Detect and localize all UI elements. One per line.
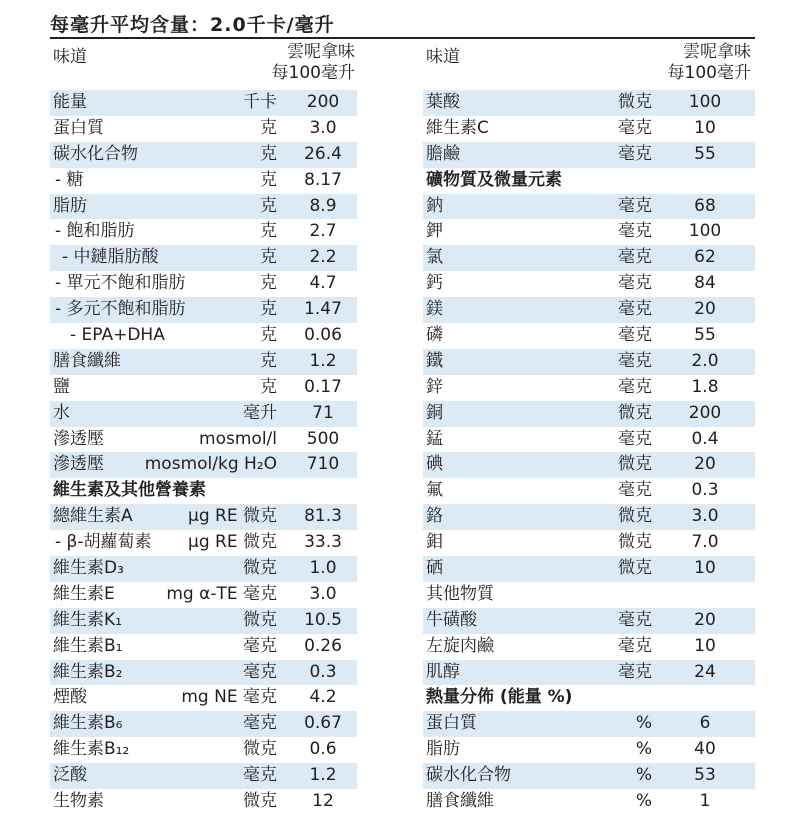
table-row [423, 349, 755, 375]
table-row [423, 478, 755, 504]
nutrient-unit: 克 [260, 221, 277, 242]
nutrient-value: 12 [312, 791, 334, 812]
table-row [50, 245, 357, 271]
nutrient-value: 1 [699, 791, 711, 812]
nutrient-name: 鉬 [426, 532, 443, 553]
nutrient-name: 鋅 [426, 376, 443, 397]
nutrient-unit: 毫克 [618, 480, 652, 501]
nutrient-unit: 克 [260, 143, 277, 164]
nutrient-unit: 毫克 [243, 661, 277, 682]
nutrient-unit: 克 [260, 247, 277, 268]
table-row [50, 219, 357, 245]
nutrient-value: 71 [312, 402, 334, 423]
nutrient-value: 1.2 [309, 350, 337, 371]
nutrient-value: 55 [694, 325, 716, 346]
nutrient-value: 55 [694, 143, 716, 164]
table-row [423, 116, 755, 142]
nutrient-unit: 微克 [618, 558, 652, 579]
nutrient-value: 0.3 [309, 661, 337, 682]
nutrient-value: 710 [306, 454, 340, 475]
table-row [50, 168, 357, 194]
nutrient-name: 碳水化合物 [426, 765, 511, 786]
nutrient-unit: 毫克 [618, 247, 652, 268]
section-heading [50, 478, 357, 504]
nutrient-name: 葉酸 [426, 92, 460, 112]
nutrient-name: 膳食纖維 [426, 791, 494, 812]
header-per-100ml: 每100毫升 [271, 63, 355, 83]
nutrient-name: 能量 [53, 92, 87, 112]
nutrient-unit: 毫克 [618, 117, 652, 138]
nutrient-name: 鎂 [426, 299, 443, 320]
nutrient-value: 0.06 [304, 325, 342, 346]
nutrient-value: 1.0 [309, 558, 337, 579]
nutrient-unit: % [635, 791, 652, 812]
nutrient-name: - β-胡蘿蔔素 [55, 532, 152, 553]
nutrient-unit: % [635, 765, 652, 786]
nutrient-value: 20 [694, 454, 716, 475]
right-rows [423, 90, 755, 815]
nutrient-name: 牛磺酸 [426, 609, 477, 630]
nutrient-unit: 毫克 [618, 195, 652, 216]
table-row [423, 245, 755, 271]
nutrient-value: 53 [694, 765, 716, 786]
nutrient-value: 40 [694, 739, 716, 760]
nutrient-name: 脂肪 [53, 195, 87, 216]
nutrient-unit: 克 [260, 273, 277, 294]
nutrient-value: 3.0 [309, 583, 337, 604]
nutrient-unit: 微克 [243, 739, 277, 760]
nutrient-name: 左旋肉鹼 [426, 635, 494, 656]
nutrient-value: 81.3 [304, 506, 342, 527]
nutrient-value: 0.6 [309, 739, 337, 760]
nutrient-name: - 多元不飽和脂肪 [55, 299, 186, 320]
nutrient-value: 1.47 [304, 299, 342, 320]
nutrient-unit: 克 [260, 169, 277, 190]
nutrient-unit: 克 [260, 325, 277, 346]
table-row [423, 711, 755, 737]
nutrient-name: 熱量分佈 (能量 %) [426, 687, 573, 708]
table-row [423, 504, 755, 530]
nutrient-value: 7.0 [691, 532, 719, 553]
table-row [50, 763, 357, 789]
nutrient-unit: 毫克 [618, 635, 652, 656]
header-flavor-label: 味道 [426, 47, 460, 67]
table-row [50, 582, 357, 608]
nutrient-unit: 毫克 [618, 273, 652, 294]
nutrient-unit: 克 [260, 376, 277, 397]
nutrient-unit: 毫升 [243, 402, 277, 423]
nutrient-value: 4.7 [309, 273, 337, 294]
table-row [50, 427, 357, 453]
nutrient-unit: 毫克 [618, 221, 652, 242]
nutrient-unit: 微克 [243, 791, 277, 812]
table-row [50, 737, 357, 763]
header-rule [50, 37, 755, 39]
nutrient-value: 68 [694, 195, 716, 216]
nutrient-unit: 千卡 [243, 92, 277, 112]
nutrient-name-suffix: (能量 %) [494, 687, 573, 708]
nutrient-value: 200 [306, 92, 340, 112]
table-row [50, 194, 357, 220]
section-heading [423, 168, 755, 194]
nutrient-name: 總維生素A [53, 506, 133, 527]
table-row [423, 297, 755, 323]
table-row [50, 685, 357, 711]
nutrient-value: 10 [694, 117, 716, 138]
nutrient-value: 3.0 [691, 506, 719, 527]
table-row [423, 608, 755, 634]
table-row [423, 427, 755, 453]
nutrient-name: 維生素及其他營養素 [53, 480, 206, 501]
table-row [50, 271, 357, 297]
nutrient-name: 鐵 [426, 350, 443, 371]
nutrient-unit: 毫克 [618, 350, 652, 371]
table-row [50, 401, 357, 427]
table-row [50, 323, 357, 349]
nutrient-unit: µg RE 微克 [188, 506, 277, 527]
table-header [423, 40, 755, 90]
nutrient-name: 鹽 [53, 376, 70, 397]
nutrient-name: 鈣 [426, 273, 443, 294]
nutrient-name: - EPA+DHA [70, 325, 165, 346]
nutrient-unit: mosmol/kg H₂O [144, 454, 277, 475]
nutrient-unit: 毫克 [243, 713, 277, 734]
table-row [423, 194, 755, 220]
table-row [50, 711, 357, 737]
nutrient-value: 0.4 [691, 428, 719, 449]
table-row [50, 375, 357, 401]
table-row [423, 660, 755, 686]
table-row [50, 660, 357, 686]
nutrient-name: 銅 [426, 402, 443, 423]
table-row [423, 219, 755, 245]
nutrient-value: 500 [306, 428, 340, 449]
nutrient-unit: 微克 [243, 558, 277, 579]
table-row [423, 530, 755, 556]
nutrient-name: 膽鹼 [426, 143, 460, 164]
table-row [50, 452, 357, 478]
nutrient-value: 0.67 [304, 713, 342, 734]
nutrient-name: 鉻 [426, 506, 443, 527]
nutrient-unit: mosmol/l [199, 428, 277, 449]
table-row [423, 556, 755, 582]
nutrient-name: 磷 [426, 325, 443, 346]
header-flavor-column [272, 42, 355, 84]
nutrient-unit: 毫克 [618, 143, 652, 164]
nutrient-value: 20 [694, 609, 716, 630]
nutrient-value: 1.2 [309, 765, 337, 786]
nutrient-unit: % [635, 739, 652, 760]
table-row [423, 452, 755, 478]
nutrient-value: 10.5 [304, 609, 342, 630]
nutrient-name: - 中鏈脂肪酸 [62, 247, 159, 268]
nutrient-unit: 克 [260, 195, 277, 216]
table-row [423, 142, 755, 168]
nutrient-value: 6 [699, 713, 711, 734]
nutrient-value: 8.17 [304, 169, 342, 190]
table-row [423, 763, 755, 789]
nutrient-unit: 微克 [618, 402, 652, 423]
header-flavor-name: 雲呢拿味 [683, 42, 751, 62]
table-row [423, 582, 755, 608]
nutrient-value: 200 [688, 402, 722, 423]
nutrient-value: 2.0 [691, 350, 719, 371]
nutrient-value: 100 [688, 221, 722, 242]
table-row [423, 634, 755, 660]
nutrient-name: 水 [53, 402, 70, 423]
nutrient-name: 滲透壓 [53, 428, 104, 449]
nutrient-name: - 飽和脂肪 [55, 221, 135, 242]
table-row [423, 271, 755, 297]
header-per-100ml: 每100毫升 [667, 63, 751, 83]
nutrient-value: 33.3 [304, 532, 342, 553]
nutrient-value: 10 [694, 635, 716, 656]
nutrient-name: 維生素C [426, 117, 489, 138]
table-row [423, 789, 755, 815]
nutrition-table-left [50, 40, 357, 815]
nutrient-unit: 毫克 [243, 635, 277, 656]
nutrient-unit: 毫克 [618, 609, 652, 630]
table-row [50, 297, 357, 323]
header-flavor-label: 味道 [53, 47, 87, 67]
nutrient-value: 20 [694, 299, 716, 320]
nutrient-value: 1.8 [691, 376, 719, 397]
table-row [50, 556, 357, 582]
nutrient-name: 碘 [426, 454, 443, 475]
nutrient-name: 維生素B₁ [53, 635, 123, 656]
table-row [50, 634, 357, 660]
nutrient-name: 鈉 [426, 195, 443, 216]
nutrient-name: 滲透壓 [53, 454, 104, 475]
nutrient-value: 24 [694, 661, 716, 682]
nutrient-name: 碳水化合物 [53, 143, 138, 164]
nutrient-unit: µg RE 微克 [188, 532, 277, 553]
nutrient-value: 0.17 [304, 376, 342, 397]
nutrient-unit: 毫克 [243, 765, 277, 786]
table-row [50, 349, 357, 375]
nutrient-name: 氟 [426, 480, 443, 501]
table-row [423, 737, 755, 763]
nutrient-unit: 毫克 [618, 325, 652, 346]
nutrient-name: 煙酸 [53, 687, 87, 708]
nutrient-unit: 克 [260, 350, 277, 371]
nutrient-name: 維生素B₆ [53, 713, 123, 734]
nutrient-unit: 克 [260, 299, 277, 320]
table-header [50, 40, 357, 90]
nutrient-name: 肌醇 [426, 661, 460, 682]
nutrient-unit: 毫克 [618, 376, 652, 397]
table-row [50, 530, 357, 556]
nutrient-unit: % [635, 713, 652, 734]
nutrition-table-right [423, 40, 755, 815]
nutrient-unit: 微克 [243, 609, 277, 630]
nutrient-value: 26.4 [304, 143, 342, 164]
nutrient-value: 0.3 [691, 480, 719, 501]
table-row [50, 608, 357, 634]
nutrient-name: 硒 [426, 558, 443, 579]
nutrient-name: 膳食纖維 [53, 350, 121, 371]
nutrient-name: 維生素B₂ [53, 661, 123, 682]
nutrient-name: 鉀 [426, 221, 443, 242]
nutrient-name: 維生素D₃ [53, 558, 124, 579]
table-row [423, 90, 755, 116]
table-row [50, 90, 357, 116]
header-flavor-column [668, 42, 751, 84]
nutrient-value: 0.26 [304, 635, 342, 656]
nutrient-name: 脂肪 [426, 739, 460, 760]
nutrient-name: 其他物質 [426, 583, 494, 604]
section-heading [423, 685, 755, 711]
nutrient-unit: 微克 [618, 454, 652, 475]
table-row [50, 142, 357, 168]
nutrient-value: 2.2 [309, 247, 337, 268]
nutrient-name: 礦物質及微量元素 [426, 169, 562, 190]
nutrient-name: 維生素K₁ [53, 609, 122, 630]
nutrient-name: 錳 [426, 428, 443, 449]
nutrient-unit: 微克 [618, 532, 652, 553]
nutrient-name: 生物素 [53, 791, 104, 812]
nutrient-value: 100 [688, 92, 722, 112]
nutrient-value: 2.7 [309, 221, 337, 242]
nutrient-name: 泛酸 [53, 765, 87, 786]
nutrient-unit: 毫克 [618, 661, 652, 682]
nutrient-value: 62 [694, 247, 716, 268]
nutrient-value: 4.2 [309, 687, 337, 708]
table-row [50, 116, 357, 142]
nutrient-name: 維生素B₁₂ [53, 739, 130, 760]
table-row [423, 323, 755, 349]
nutrient-name: 蛋白質 [426, 713, 477, 734]
nutrient-name: 氯 [426, 247, 443, 268]
nutrient-unit: 毫克 [618, 428, 652, 449]
nutrient-unit: mg α-TE 毫克 [166, 583, 277, 604]
nutrient-name: 蛋白質 [53, 117, 104, 138]
nutrient-value: 8.9 [309, 195, 337, 216]
table-row [423, 401, 755, 427]
nutrient-unit: 毫克 [618, 299, 652, 320]
table-row [50, 504, 357, 530]
nutrient-unit: 微克 [618, 92, 652, 112]
nutrient-unit: mg NE 毫克 [181, 687, 277, 708]
nutrient-name: - 糖 [55, 169, 84, 190]
nutrient-value: 3.0 [309, 117, 337, 138]
nutrient-name: - 單元不飽和脂肪 [55, 273, 186, 294]
table-row [50, 789, 357, 815]
nutrient-unit: 克 [260, 117, 277, 138]
nutrient-unit: 微克 [618, 506, 652, 527]
header-flavor-name: 雲呢拿味 [287, 42, 355, 62]
nutrient-value: 10 [694, 558, 716, 579]
page-title: 每毫升平均含量：2.0千卡/毫升 [50, 14, 335, 36]
nutrient-value: 84 [694, 273, 716, 294]
table-row [423, 375, 755, 401]
nutrient-name: 維生素E [53, 583, 115, 604]
left-rows [50, 90, 357, 815]
